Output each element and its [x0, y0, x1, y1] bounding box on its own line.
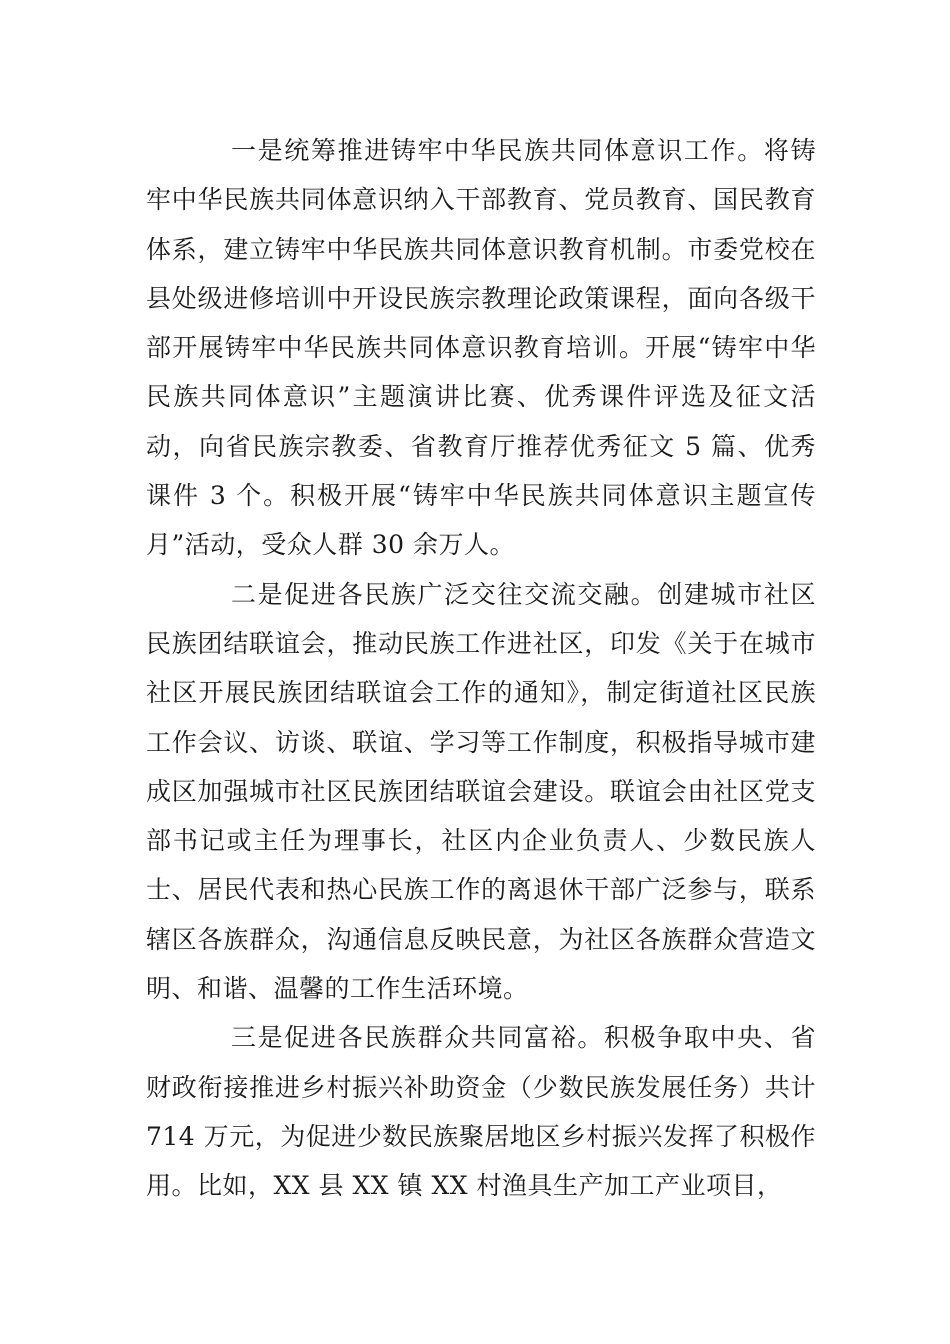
paragraph-3: 三是促进各民族群众共同富裕。积极争取中央、省财政衔接推进乡村振兴补助资金（少数民族发展任务）共计 714 万元，为促进少数民族聚居地区乡村振兴发挥了积极作用。比如，XX 县 XX 镇 XX 村渔具生产加工产业项目， [146, 1023, 816, 1201]
paragraph-1: 一是统筹推进铸牢中华民族共同体意识工作。将铸牢中华民族共同体意识纳入干部教育、党员教育、国民教育体系，建立铸牢中华民族共同体意识教育机制。市委党校在县处级进修培训中开设民族宗教理论政策课程，面向各级干部开展铸牢中华民族共同体意识教育培训。开展“铸牢中华民族共同体意识”主题演讲比赛、优秀课件评选及征文活动，向省民族宗教委、省教育厅推荐优秀征文 5 篇、优秀课件 3 个。积极开展“铸牢中华民族共同体意识主题宣传月”活动，受众人群 30 余万人。 [146, 136, 816, 560]
document-body [146, 126, 816, 1211]
paragraph-2: 二是促进各民族广泛交往交流交融。创建城市社区民族团结联谊会，推动民族工作进社区，印发《关于在城市社区开展民族团结联谊会工作的通知》，制定街道社区民族工作会议、访谈、联谊、学习等工作制度，积极指导城市建成区加强城市社区民族团结联谊会建设。联谊会由社区党支部书记或主任为理事长，社区内企业负责人、少数民族人士、居民代表和热心民族工作的离退休干部广泛参与，联系辖区各族群众，沟通信息反映民意，为社区各族群众营造文明、和谐、温馨的工作生活环境。 [146, 579, 816, 1004]
